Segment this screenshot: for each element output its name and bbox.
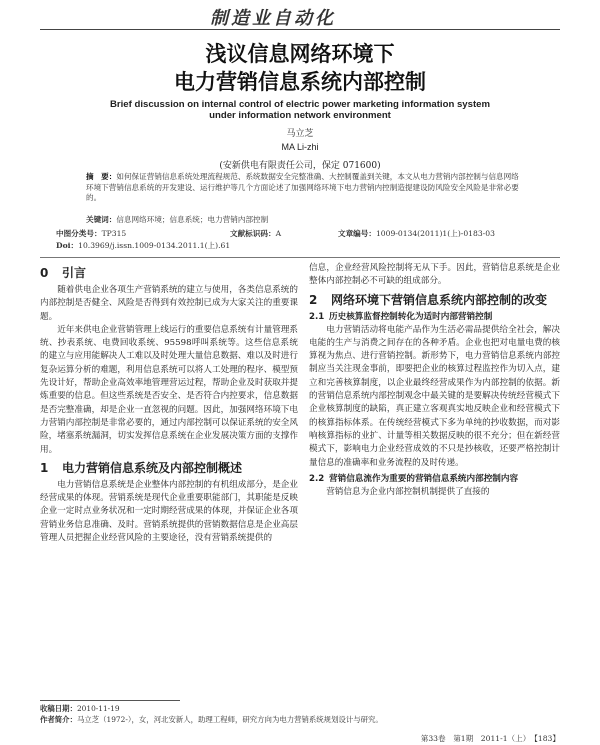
page-footer: 第33卷 第1期 2011-1（上） 【183】 — [420, 734, 560, 743]
paragraph: 近年来供电企业营销管理上线运行的重要信息系统有计量管理系统、抄表系统、电费回收系统、95598呼叫系统等。这些信息系统的建立与应用能解决人工难以及时处理大量信息数据、难以及时进行复杂运算分析的难题，利用信息系统可以将人工处理的程序、模型预先设计好，帮助企业高效率地管理营运过程，帮助企业及时获取并提炼重要的信息。但这些系统是否安全、是否符合内控要求，信息数据是否完整准确，却是企业一直忽视的问题。因此，加强网络环境下电力营销内部控制是非常必要的，通过内部控制可以保证系统的安全风险，堵塞系统漏洞，切实发挥信息系统在企业发展决策方面的支撑作用。 — [40, 324, 298, 455]
abstract — [86, 172, 526, 204]
keywords-label: 关键词： — [86, 215, 117, 224]
paragraph: 随着供电企业各项生产营销系统的建立与使用，各类信息系统的内部控制是否健全、风险是否得到有效控制已成为大家关注的重要课题。 — [40, 285, 298, 322]
paper-title-line1: 浅议信息网络环境下 — [205, 42, 395, 66]
received-date: 收稿日期：2010-11-19 — [40, 704, 120, 713]
section-heading-0: 0 引言 — [40, 266, 87, 280]
keywords-text: 信息网络环境；信息系统；电力营销内部控制 — [116, 215, 269, 224]
subsection-heading-2-1: 2.1 历史核算监督控制转化为适时内部营销控制 — [309, 311, 493, 322]
english-title-line2: under information network environment — [209, 110, 391, 121]
header-rule — [40, 29, 560, 30]
left-column — [40, 262, 298, 545]
clc-number: 中图分类号：TP315 — [56, 229, 127, 238]
author-name-cn: 马立芝 — [286, 129, 314, 139]
footnote-rule — [40, 700, 180, 701]
abstract-rule — [40, 257, 560, 258]
section-heading-2: 2 网络环境下营销信息系统内部控制的改变 — [309, 292, 548, 307]
paper-title-line2: 电力营销信息系统内部控制 — [174, 70, 426, 94]
article-number: 文章编号：1009-0134(2011)1(上)-0183-03 — [338, 229, 495, 238]
keywords — [86, 214, 526, 225]
journal-header — [0, 2, 600, 28]
section-heading-1: 1 电力营销信息系统及内部控制概述 — [40, 460, 243, 475]
author-name-en: MA Li-zhi — [281, 142, 319, 152]
right-column — [309, 262, 560, 499]
subsection-heading-2-2: 2.2 营销信息流作为重要的营销信息系统内部控制内容 — [309, 473, 519, 484]
author-bio: 作者简介：马立芝（1972-），女，河北安新人，助理工程师，研究方向为电力营销系统规划设计与研究。 — [40, 715, 383, 724]
paragraph: 电力营销信息系统是企业整体内部控制的有机组成部分，是企业经营成果的体现。营销系统是现代企业重要职能部门，其职能是反映企业一定时点业务状况和一定时期经营成果的体现，并保证企业各项营销业务信息准确、及时。营销系统提供的营销数据信息是企业高层管理人员把握企业经营风险的主要途径，没有营销系统提供的 — [40, 479, 298, 544]
doi: Doi：10.3969/j.issn.1009-0134.2011.1(上).61 — [56, 241, 231, 250]
abstract-label: 摘 要： — [86, 172, 117, 181]
paragraph: 电力营销活动将电能产品作为生活必需品提供给全社会，解决电能的生产与消费之间存在的各种矛盾。企业也把对电量电费的核算视为焦点、进行营销控制。新形势下，电力营销信息系统内部控制应当关注现金事前，即要把企业的核算过程监控作为切入点，建立和完善核算制度，以企业最终经营成果作为内部控制的依据。新的营销信息系统内部控制观念中最关键的是要解决传统经营模式下企业核算制度的缺陷，真正建立客观真实地反映企业和经营模式下的核算指标体系。在传统经营模式下多为单纯的抄收数据，而对影响核算指标的业扩、计量等相关数据反映的很不充分；但在新经营模式下，影响电力企业经营成效的不只是抄核收，还要严格控制计量信息的准确率和业务流程的及时传递。 — [309, 324, 560, 468]
author-affiliation: (安新供电有限责任公司，保定 071600) — [219, 161, 381, 171]
abstract-text: 如何保证营销信息系统处理流程规范、系统数据安全完整准确、大控制覆盖到关键，本文从电力营销内部控制与信息网络环境下营销信息系统的开发建设、运行维护等几个方面论述了加强网络环境下电力营销内控制造提建设防风险安全风险是非常必要的。 — [86, 172, 519, 202]
document-code: 文献标识码：A — [230, 229, 282, 238]
paragraph: 信息，企业经营风险控制将无从下手。因此，营销信息系统是企业整体内部控制必不可缺的组成部分。 — [309, 263, 560, 287]
journal-logo: 制造业自动化 — [210, 8, 336, 29]
paragraph: 营销信息为企业内部控制机制提供了直接的 — [326, 486, 490, 497]
english-title-line1: Brief discussion on internal control of electric power marketing information system — [109, 99, 491, 110]
